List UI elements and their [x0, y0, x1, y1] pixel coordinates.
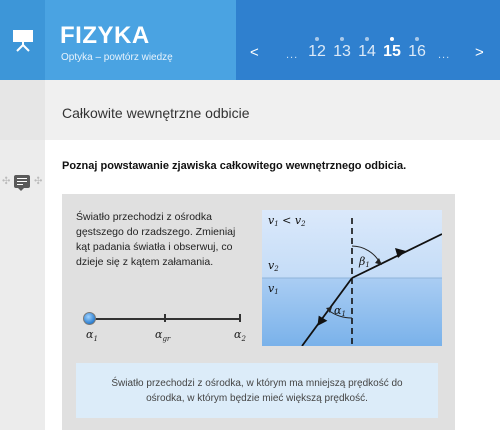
slider-label-alpha-critical: $\alpha_{gr}$: [155, 328, 171, 344]
previous-page-button[interactable]: <: [250, 44, 259, 61]
angle-slider-handle[interactable]: [83, 312, 96, 325]
nav-ellipsis-right: ...: [438, 49, 451, 61]
presentation-board-icon: [12, 28, 34, 52]
next-page-button[interactable]: >: [475, 44, 484, 61]
upper-medium-label: v2: [268, 259, 279, 273]
left-sidebar-top: [0, 80, 45, 140]
current-page-number[interactable]: 15: [383, 43, 401, 60]
nav-dot: [340, 37, 344, 41]
slider-tick: [164, 314, 166, 322]
nav-dot: [315, 37, 319, 41]
beta-angle-label: β1: [359, 255, 370, 269]
info-box: Światło przechodzi z ośrodka, w którym ma mniejszą prędkość do ośrodka, w którym będzie mieć większą prędkość.: [76, 363, 438, 418]
app-subtitle: Optyka – powtórz wiedzę: [61, 52, 173, 63]
slider-tick: [239, 314, 241, 322]
nav-dot-current: [390, 37, 394, 41]
slider-label-alpha1: $\alpha_1$: [86, 328, 98, 344]
page-title: Całkowite wewnętrzne odbicie: [62, 105, 250, 121]
alpha-angle-label: α1: [334, 304, 346, 318]
comment-icon[interactable]: [14, 175, 30, 188]
slider-label-alpha2: $\alpha_2$: [234, 328, 246, 344]
page-number-link[interactable]: 14: [358, 43, 376, 60]
page-number-link[interactable]: 13: [333, 43, 351, 60]
velocity-relation-label: v1 < v2: [268, 214, 306, 228]
drag-handle-icon[interactable]: ✣: [2, 176, 11, 187]
nav-ellipsis-left: ...: [286, 49, 299, 61]
presentation-button[interactable]: [0, 0, 45, 80]
refraction-diagram: [262, 210, 442, 346]
page-number-link[interactable]: 12: [308, 43, 326, 60]
simulation-description: Światło przechodzi z ośrodka gęstszego do rzadszego. Zmieniaj kąt padania światła i obserwuj, co dzieje się z kątem załamania.: [76, 211, 236, 268]
nav-dot: [415, 37, 419, 41]
page-number-link[interactable]: 16: [408, 43, 426, 60]
drag-handle-icon[interactable]: ✣: [34, 176, 43, 187]
nav-dot: [365, 37, 369, 41]
intro-text: Poznaj powstawanie zjawiska całkowitego wewnętrznego odbicia.: [62, 160, 407, 172]
app-title: FIZYKA: [60, 22, 150, 49]
lower-medium-label: v1: [268, 282, 279, 296]
